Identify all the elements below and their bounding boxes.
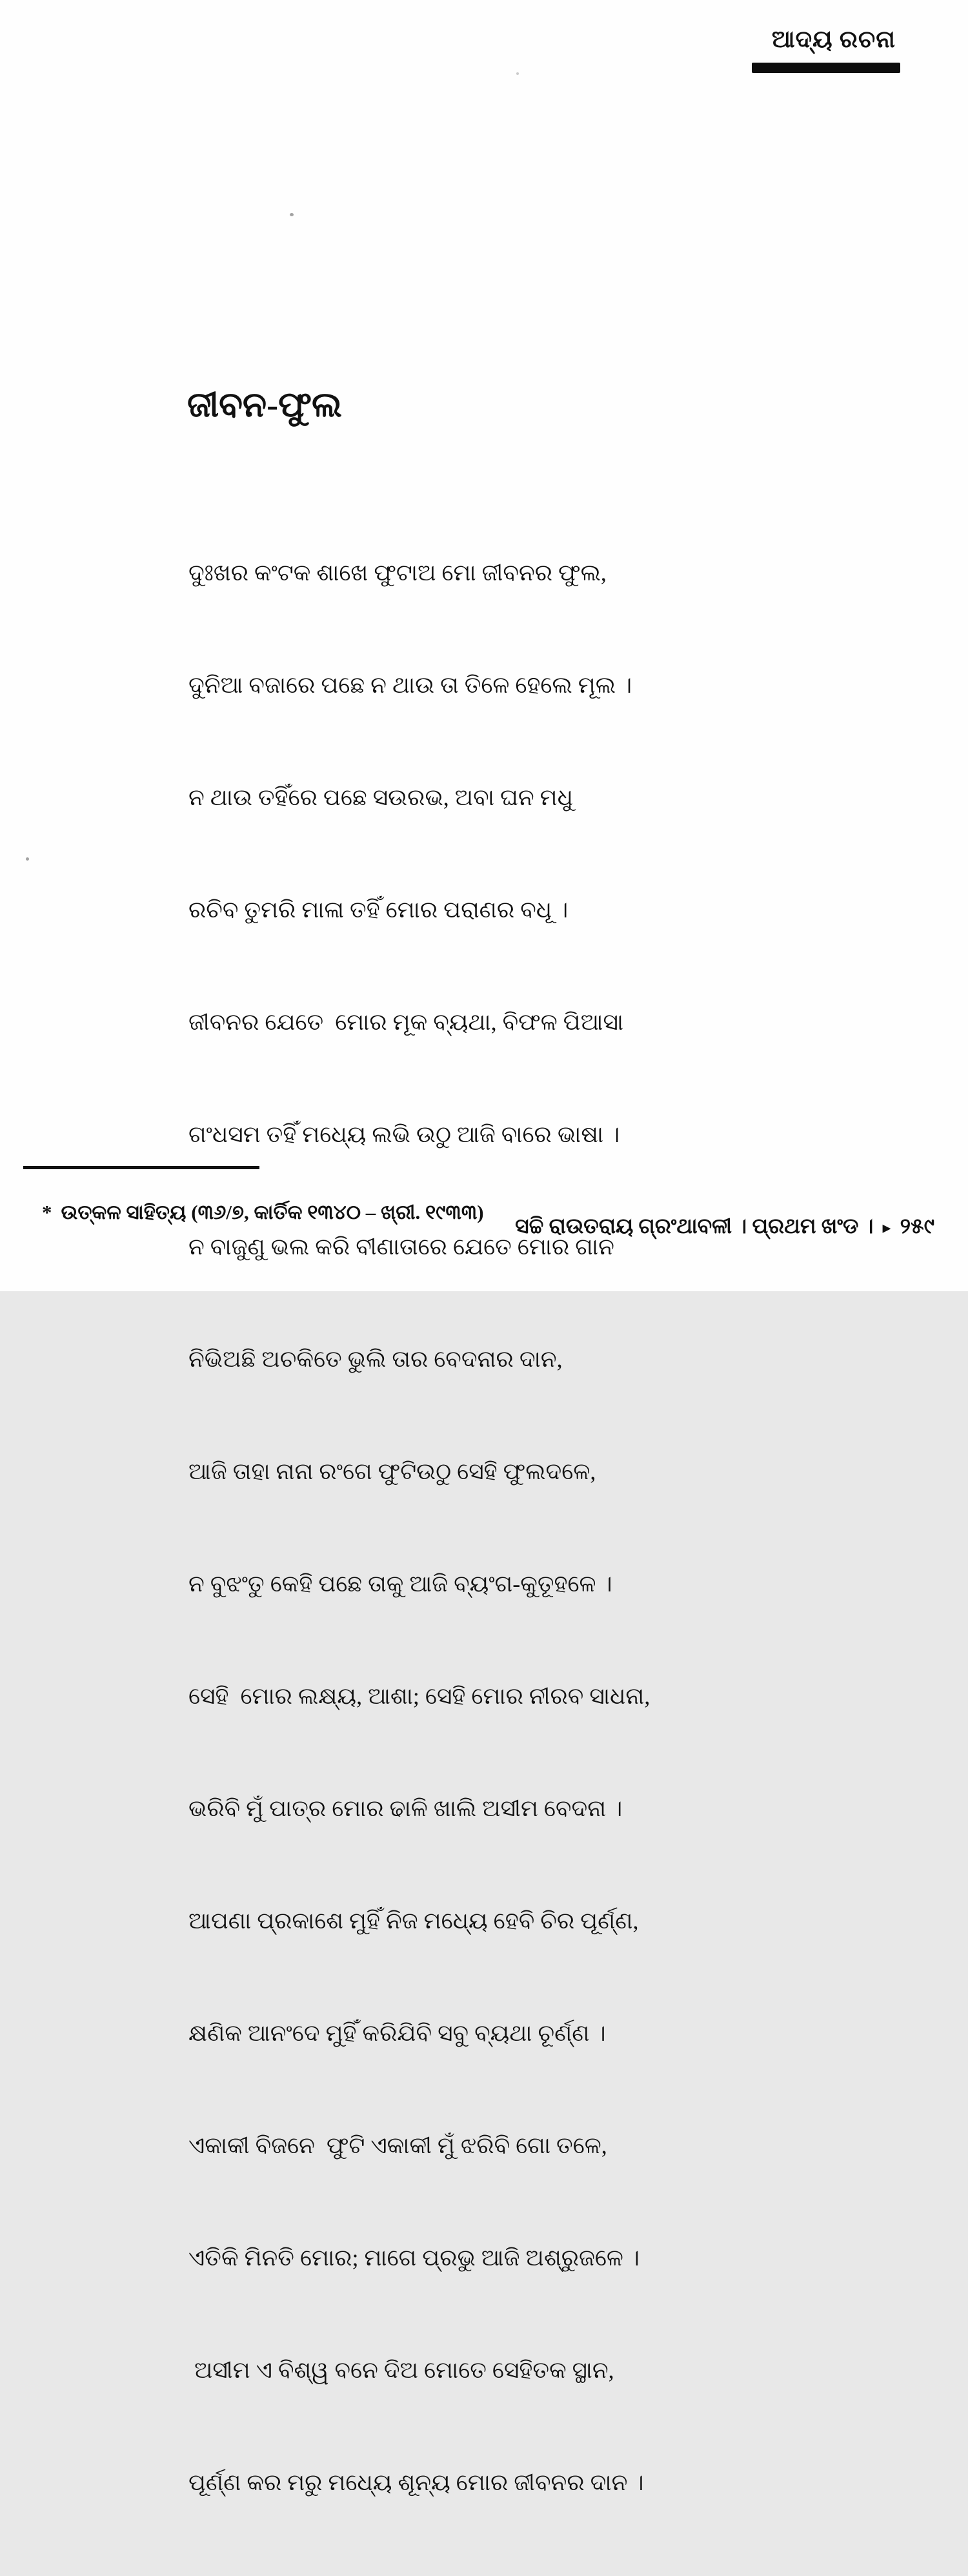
- poem-line: ଦୁନିଆ ବଜାରେ ପଛେ ନ ଥାଉ ତା ତିଳେ ହେଲେ ମୂଲ ।: [188, 672, 632, 698]
- page-footer: [515, 1215, 934, 1239]
- arrow-icon: ▸: [882, 1218, 891, 1237]
- poem-line: ଏକାକୀ ବିଜନେ ଫୁଟି ଏକାକୀ ମୁଁ ଝରିବି ଗୋ ତଳେ,: [188, 2132, 607, 2158]
- footnote-marker: *: [42, 1201, 52, 1223]
- poem: [188, 479, 898, 2576]
- poem-line: କ୍ଷଣିକ ଆନଂଦେ ମୁହିଁ କରିଯିବି ସବୁ ବ୍ୟଥା ଚୂର୍ଣ୍ଣ ।: [188, 2020, 606, 2046]
- book-title-text: ସଚ୍ଚି ରାଉତରାୟ ଗ୍ରଂଥାବଳୀ । ପ୍ରଥମ ଖଂଡ ।: [515, 1215, 874, 1238]
- poem-line: ନ ଥାଉ ତହିଁରେ ପଛେ ସଉରଭ, ଅବା ଘନ ମଧୁ: [188, 784, 573, 810]
- footnote-text: ଉତ୍କଳ ସାହିତ୍ୟ (୩୬/୭, କାର୍ତିକ ୧୩୪୦ – ଖ୍ରୀ. ୧୯୩୩): [61, 1201, 484, 1223]
- poem-line: ଦୁଃଖର କଂଟକ ଶାଖେ ଫୁଟାଅ ମୋ ଜୀବନର ଫୁଲ,: [188, 560, 607, 586]
- poem-line: ଗଂଧସମ ତହିଁ ମଧ୍ୟେ ଲଭି ଉଠୁ ଆଜି ବାରେ ଭାଷା ।: [188, 1121, 620, 1147]
- footnote: [22, 1178, 484, 1248]
- scan-speck: [516, 72, 519, 75]
- poem-line: ସେହି ମୋର ଲକ୍ଷ୍ୟ, ଆଶା; ସେହି ମୋର ନୀରବ ସାଧନା,: [188, 1683, 650, 1709]
- page-title: ଜୀବନ-ଫୁଲ: [187, 385, 342, 424]
- scan-speck: [290, 213, 294, 216]
- poem-line: ଜୀବନର ଯେତେ ମୋର ମୂକ ବ୍ୟଥା, ବିଫଳ ପିଆସା: [188, 1009, 624, 1035]
- poem-line: ନ ବୁଝଂତୁ କେହି ପଛେ ତାକୁ ଆଜି ବ୍ୟଂଗ-କୁତୂହଳେ ।: [188, 1571, 612, 1597]
- poem-line: ଆପଣା ପ୍ରକାଶେ ମୁହିଁ ନିଜ ମଧ୍ୟେ ହେବି ଚିର ପୂର୍ଣ୍ଣ,: [188, 1908, 639, 1934]
- poem-line: ଆଜି ତାହା ନାନା ରଂଗେ ଫୁଟିଉଠୁ ସେହି ଫୁଲଦଳେ,: [188, 1458, 596, 1484]
- poem-line: ପୂର୍ଣ୍ଣ କର ମରୁ ମଧ୍ୟେ ଶୂନ୍ୟ ମୋର ଜୀବନର ଦାନ ।: [188, 2469, 644, 2495]
- poem-line: ନିଭିଅଛି ଅଚକିତେ ଭୁଲି ତାର ବେଦନାର ଦାନ,: [188, 1346, 563, 1372]
- header-rule: [752, 63, 900, 73]
- footnote-rule: [23, 1166, 259, 1169]
- poem-line: ନ ବାଜୁଣୁ ଭଲ କରି ବୀଣାତାରେ ଯେତେ ମୋର ଗାନ: [188, 1234, 614, 1260]
- scan-speck: [26, 857, 29, 861]
- poem-line: ଏତିକି ମିନତି ମୋର; ମାଗେ ପ୍ରଭୁ ଆଜି ଅଶ୍ରୁଜଳେ ।: [188, 2245, 640, 2271]
- running-head: ଆଦ୍ୟ ରଚନା: [771, 26, 896, 53]
- poem-line: ଭରିବି ମୁଁ ପାତ୍ର ମୋର ଢାଳି ଖାଲି ଅସୀମ ବେଦନା ।: [188, 1795, 623, 1821]
- poem-line: ଅସୀମ ଏ ବିଶ୍ୱ ବନେ ଦିଅ ମୋତେ ସେହିତକ ସ୍ଥାନ,: [188, 2357, 614, 2383]
- page-number: ୨୫୯: [900, 1215, 934, 1238]
- poem-line: ରଚିବ ତୁମରି ମାଳା ତହିଁ ମୋର ପରାଣର ବଧୂ ।: [188, 897, 569, 923]
